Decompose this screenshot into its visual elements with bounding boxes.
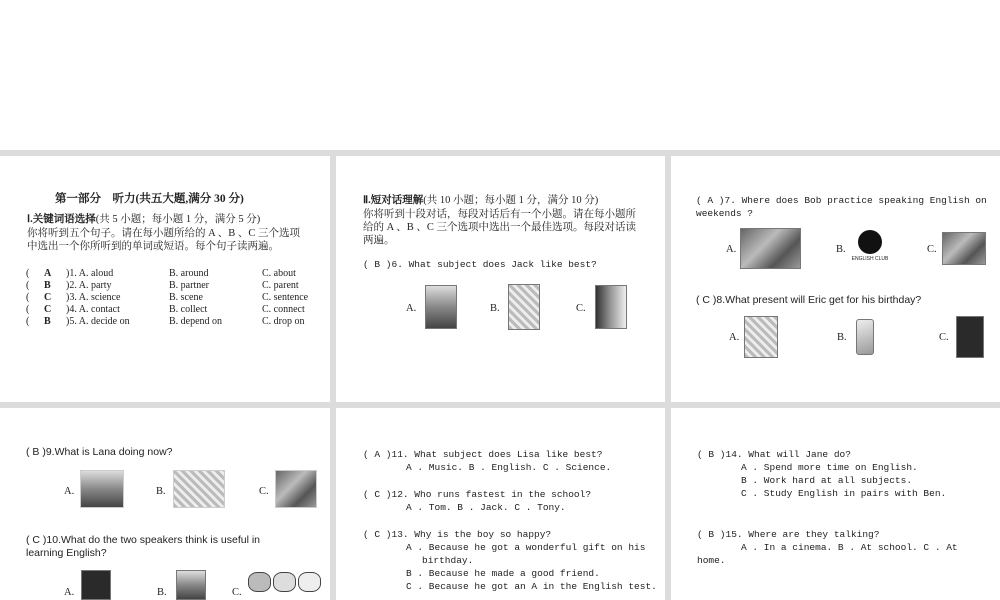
option-label-b: B.	[836, 244, 846, 255]
question-row-5: ( B )5. A. decide on B. depend on C. drop on	[26, 316, 305, 327]
girl-laptop-image	[275, 470, 317, 508]
option-label-a: A.	[64, 486, 75, 497]
option-label-a: A.	[406, 303, 417, 314]
panel-questions-9-10	[0, 408, 330, 600]
park-image	[740, 228, 801, 269]
girl-music-image	[173, 470, 225, 508]
question-row-3: ( C )3. A. science B. scene C. sentence	[26, 292, 309, 303]
option-a: )4. A. contact	[66, 304, 120, 315]
section-heading	[27, 213, 260, 226]
question-13-option-a-cont: birthday.	[422, 555, 474, 566]
instruction-line-1: 你将听到十段对话，每段对话后有一个小题。请在每小题所	[363, 209, 636, 220]
question-13-option-c: C . Because he got an A in the English test.	[406, 581, 657, 592]
panel-questions-7-8	[671, 156, 1000, 402]
question-8: ( C )8.What present will Eric get for his birthday?	[696, 294, 922, 306]
option-label-c: C.	[259, 486, 269, 497]
option-b: B. around	[169, 268, 209, 279]
english-club-logo	[849, 230, 891, 266]
option-a: )3. A. science	[66, 292, 121, 303]
question-14-option-b: B . Work hard at all subjects.	[741, 475, 913, 486]
phone-image	[856, 319, 874, 355]
option-label-a: A.	[729, 332, 740, 343]
question-11-options: A . Music. B . English. C . Science.	[406, 462, 612, 473]
option-label-c: C.	[576, 303, 586, 314]
question-9: ( B )9.What is Lana doing now?	[26, 446, 173, 458]
option-c: C. about	[262, 268, 296, 279]
question-14-option-c: C . Study English in pairs with Ben.	[741, 488, 947, 499]
option-c: C. connect	[262, 304, 305, 315]
option-b: B. collect	[169, 304, 208, 315]
option-a: )1. A. aloud	[66, 268, 114, 279]
school-building-image	[942, 232, 986, 265]
question-10-cont: learning English?	[26, 547, 107, 559]
option-c: C. drop on	[262, 316, 305, 327]
panel-questions-14-15	[671, 408, 1000, 600]
option-b: B. partner	[169, 280, 209, 291]
question-7-cont: weekends ?	[696, 208, 754, 219]
top-blank-area	[0, 0, 1000, 150]
question-12: ( C )12. Who runs fastest in the school?	[363, 489, 592, 500]
question-15-options-cont: home.	[697, 555, 726, 566]
section-heading-label: Ⅰ.关键词语选择	[27, 214, 96, 225]
history-book-image	[425, 285, 457, 329]
novel-book-image	[176, 570, 206, 600]
panel-questions-11-13	[336, 408, 665, 600]
option-label-b: B.	[490, 303, 500, 314]
answer-rows	[26, 267, 326, 327]
answer-mark: C	[44, 292, 52, 303]
mouth-shapes-image	[248, 572, 321, 592]
instruction-line-2: 中选出一个你所听到的单词或短语。每个句子读两遍。	[27, 241, 279, 252]
question-13: ( C )13. Why is the boy so happy?	[363, 529, 552, 540]
option-label-c: C.	[927, 244, 937, 255]
panel-part1-keyword-selection	[0, 156, 330, 402]
question-row-1: ( A )1. A. aloud B. around C. about	[26, 268, 296, 279]
question-10: ( C )10.What do the two speakers think is useful in	[26, 534, 261, 546]
english-book-image	[744, 316, 778, 358]
option-c: C. parent	[262, 280, 299, 291]
option-label-c: C.	[232, 587, 242, 598]
instruction-line-3: 两遍。	[363, 235, 395, 246]
question-7: ( A )7. Where does Bob practice speaking English on	[696, 195, 987, 206]
answer-mark: B	[44, 316, 51, 327]
question-14: ( B )14. What will Jane do?	[697, 449, 851, 460]
question-11: ( A )11. What subject does Lisa like best?	[363, 449, 603, 460]
girl-writing-image	[80, 470, 124, 508]
option-a: )2. A. party	[66, 280, 112, 291]
option-b: B. depend on	[169, 316, 223, 327]
section-heading-note: (共 10 小题；每小题 1 分，满分 10 分)	[423, 195, 599, 206]
option-label-b: B.	[837, 332, 847, 343]
option-b: B. scene	[169, 292, 203, 303]
movie-poster-image	[81, 570, 111, 600]
question-12-options: A . Tom. B . Jack. C . Tony.	[406, 502, 566, 513]
option-label-b: B.	[156, 486, 166, 497]
question-6: ( B )6. What subject does Jack like best?	[363, 259, 597, 270]
option-c: C. sentence	[262, 292, 309, 303]
option-label-c: C.	[939, 332, 949, 343]
math-book-image	[508, 284, 540, 330]
question-15-options: A . In a cinema. B . At school. C . At	[741, 542, 958, 553]
option-label-a: A.	[64, 587, 75, 598]
panel-part2-short-dialogue	[336, 156, 665, 402]
science-book-image	[595, 285, 627, 329]
section-heading-note: (共 5 小题；每小题 1 分，满分 5 分)	[95, 214, 261, 225]
answer-mark: C	[44, 304, 52, 315]
question-row-4: ( C )4. A. contact B. collect C. connect	[26, 304, 305, 315]
question-15: ( B )15. Where are they talking?	[697, 529, 880, 540]
question-14-option-a: A . Spend more time on English.	[741, 462, 918, 473]
answer-mark: B	[44, 280, 51, 291]
question-13-option-a: A . Because he got a wonderful gift on his	[406, 542, 646, 553]
question-row-2: ( B )2. A. party B. partner C. parent	[26, 280, 299, 291]
section-heading	[363, 194, 598, 207]
english-club-text: ENGLISH CLUB	[851, 256, 889, 262]
dictionary-image	[956, 316, 984, 358]
section-heading-label: Ⅱ.短对话理解	[363, 195, 424, 206]
instruction-line-2: 给的 A 、B 、C 三个选项中选出一个最佳选项。每段对话读	[363, 222, 637, 233]
option-label-b: B.	[157, 587, 167, 598]
question-13-option-b: B . Because he made a good friend.	[406, 568, 600, 579]
option-a: )5. A. decide on	[66, 316, 130, 327]
answer-mark: A	[44, 268, 52, 279]
part-title: 第一部分 听力(共五大题,满分 30 分)	[55, 193, 244, 205]
option-label-a: A.	[726, 244, 737, 255]
instruction-line-1: 你将听到五个句子。请在每小题所给的 A 、B 、C 三个选项	[27, 228, 301, 239]
